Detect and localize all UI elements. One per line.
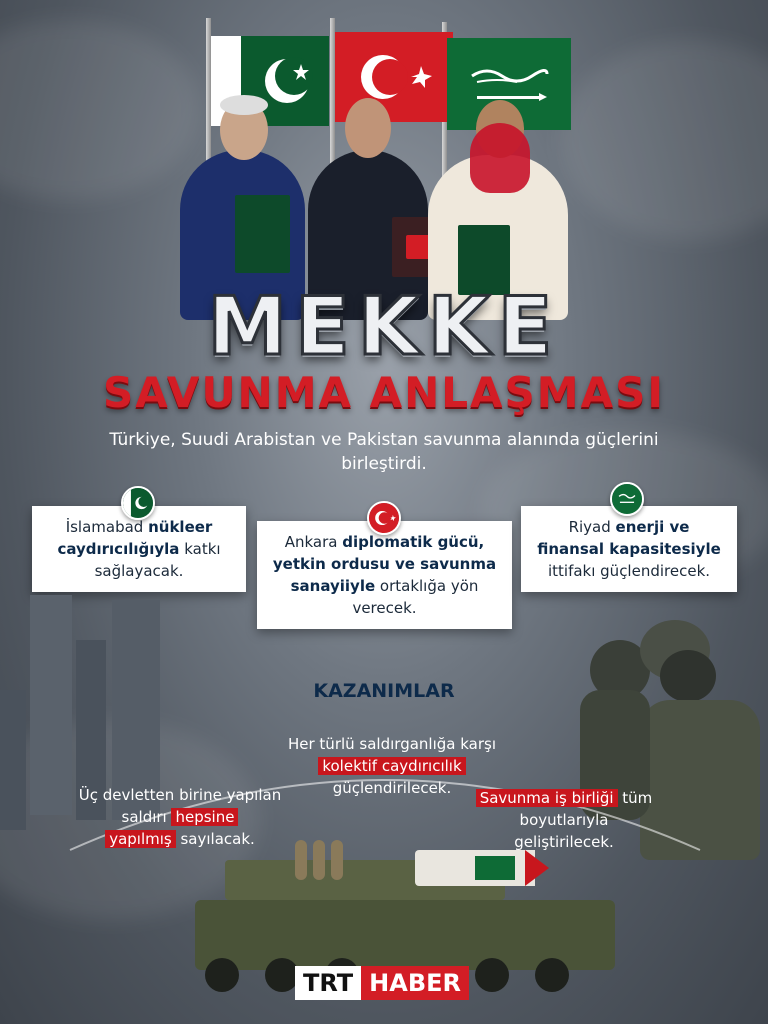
card-turkey-text: Ankara diplomatik gücü, yetkin ordusu ve savunma sanayiiyle ortaklığa yön verecek.: [272, 533, 497, 617]
benefits-title: KAZANIMLAR: [313, 680, 455, 702]
saudi-flag-icon: [610, 482, 644, 516]
benefit-right: Savunma iş birliği tüm boyutlarıyla geliştirilecek.: [474, 787, 654, 853]
cloud: [560, 40, 768, 240]
card-saudi: [521, 506, 737, 592]
card-saudi-text: Riyad enerji ve finansal kapasitesiyle ittifakı güçlendirecek.: [537, 518, 721, 580]
intro-text: Türkiye, Suudi Arabistan ve Pakistan savunma alanında güçlerini birleştirdi.: [109, 430, 659, 474]
trt-haber-logo: TRT HABER: [295, 966, 469, 1000]
card-turkey: [257, 521, 512, 629]
benefit-center: Her türlü saldırganlığa karşı kolektif caydırıcılık güçlendirilecek.: [287, 735, 496, 797]
pakistan-flag-icon: [121, 486, 155, 520]
headline: MEKKE: [207, 280, 561, 373]
cloud: [0, 20, 200, 200]
turkey-flag-icon: [367, 501, 401, 535]
card-pakistan-text: İslamabad nükleer caydırıcılığıyla katkı sağlayacak.: [57, 518, 221, 580]
subheadline: SAVUNMA ANLAŞMASI: [103, 368, 665, 417]
benefit-left: Üç devletten birine yapılan saldırı hepsine yapılmış sayılacak.: [78, 786, 282, 848]
